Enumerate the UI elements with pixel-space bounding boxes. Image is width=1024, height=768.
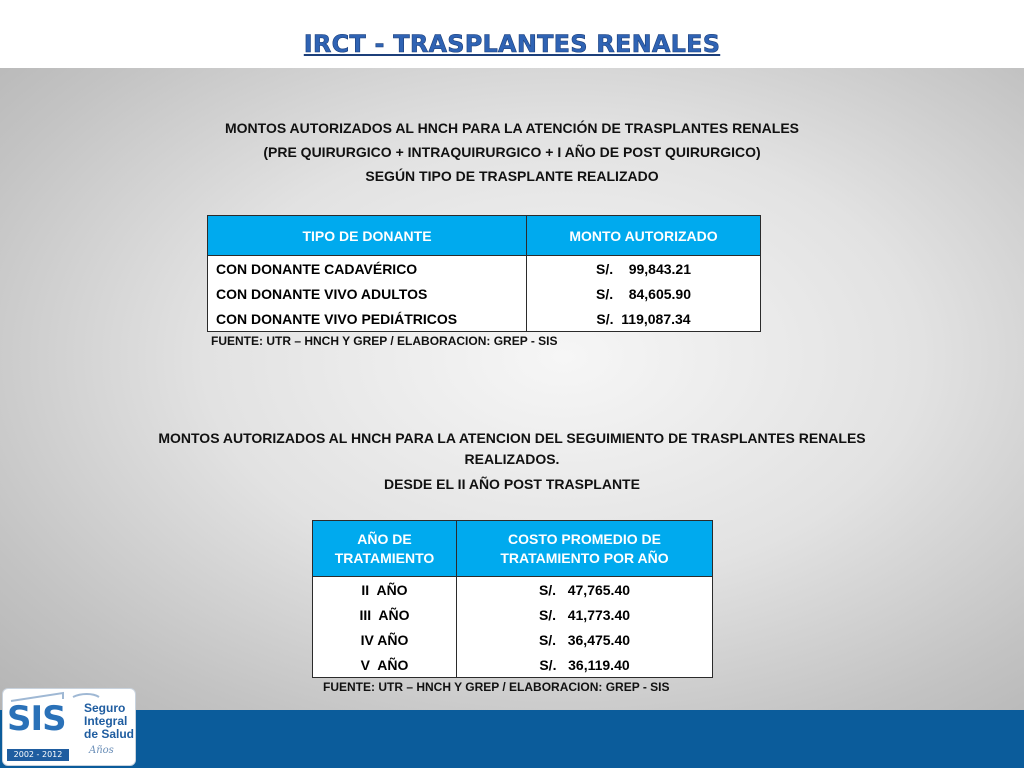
section2-heading-line-3: DESDE EL II AÑO POST TRASPLANTE xyxy=(384,476,640,492)
table-row xyxy=(208,256,761,282)
donor-type-cell: CON DONANTE VIVO ADULTOS xyxy=(208,281,527,306)
column-header-treatment-year: AÑO DE TRATAMIENTO xyxy=(313,521,457,577)
section2-heading-line-2: REALIZADOS. xyxy=(464,451,560,467)
table-row xyxy=(313,627,713,652)
donor-type-cell: CON DONANTE CADAVÉRICO xyxy=(208,256,527,282)
section1-heading xyxy=(0,116,1024,188)
section1-heading-line-3: SEGÚN TIPO DE TRASPLANTE REALIZADO xyxy=(365,168,659,184)
section2-heading-line-1: MONTOS AUTORIZADOS AL HNCH PARA LA ATENCION DEL SEGUIMIENTO DE TRASPLANTES RENALES xyxy=(158,430,866,446)
amount-cell: S/. 119,087.34 xyxy=(527,306,761,332)
treatment-cost-table xyxy=(312,520,713,678)
treatment-year-cell: II AÑO xyxy=(313,577,457,603)
section1-source-note: FUENTE: UTR – HNCH Y GREP / ELABORACION: GREP - SIS xyxy=(211,334,558,348)
logo-acronym: SIS xyxy=(7,699,66,739)
table-row xyxy=(208,306,761,332)
donor-amount-table xyxy=(207,215,761,332)
cost-cell: S/. 36,119.40 xyxy=(457,652,713,678)
section1-heading-line-2: (PRE QUIRURGICO + INTRAQUIRURGICO + I AÑO DE POST QUIRURGICO) xyxy=(263,144,761,160)
cost-cell: S/. 36,475.40 xyxy=(457,627,713,652)
table-row xyxy=(313,652,713,678)
amount-cell: S/. 84,605.90 xyxy=(527,281,761,306)
treatment-year-cell: V AÑO xyxy=(313,652,457,678)
section2-heading xyxy=(0,428,1024,495)
section2-source-note: FUENTE: UTR – HNCH Y GREP / ELABORACION: GREP - SIS xyxy=(323,680,670,694)
table-header-row xyxy=(208,216,761,256)
treatment-year-cell: III AÑO xyxy=(313,602,457,627)
logo-signature: Años xyxy=(89,745,114,756)
section1-heading-line-1: MONTOS AUTORIZADOS AL HNCH PARA LA ATENCIÓN DE TRASPLANTES RENALES xyxy=(224,120,799,136)
table-row xyxy=(208,281,761,306)
cost-cell: S/. 47,765.40 xyxy=(457,577,713,603)
logo-years: 2002 - 2012 xyxy=(7,749,69,761)
logo-name-line-3: de Salud xyxy=(84,727,135,741)
table-row xyxy=(313,602,713,627)
logo-name xyxy=(84,702,134,741)
table-header-row xyxy=(313,521,713,577)
sis-logo xyxy=(2,688,136,766)
amount-cell: S/. 99,843.21 xyxy=(527,256,761,282)
logo-name-line-1: Seguro xyxy=(84,701,126,715)
column-header-average-cost: COSTO PROMEDIO DE TRATAMIENTO POR AÑO xyxy=(457,521,713,577)
donor-type-cell: CON DONANTE VIVO PEDIÁTRICOS xyxy=(208,306,527,332)
treatment-year-cell: IV AÑO xyxy=(313,627,457,652)
footer-bar xyxy=(0,710,1024,768)
cost-cell: S/. 41,773.40 xyxy=(457,602,713,627)
column-header-donor-type: TIPO DE DONANTE xyxy=(208,216,527,256)
logo-name-line-2: Integral xyxy=(84,714,128,728)
column-header-authorized-amount: MONTO AUTORIZADO xyxy=(527,216,761,256)
slide-title: IRCT - TRASPLANTES RENALES xyxy=(303,30,721,58)
table-row xyxy=(313,577,713,603)
